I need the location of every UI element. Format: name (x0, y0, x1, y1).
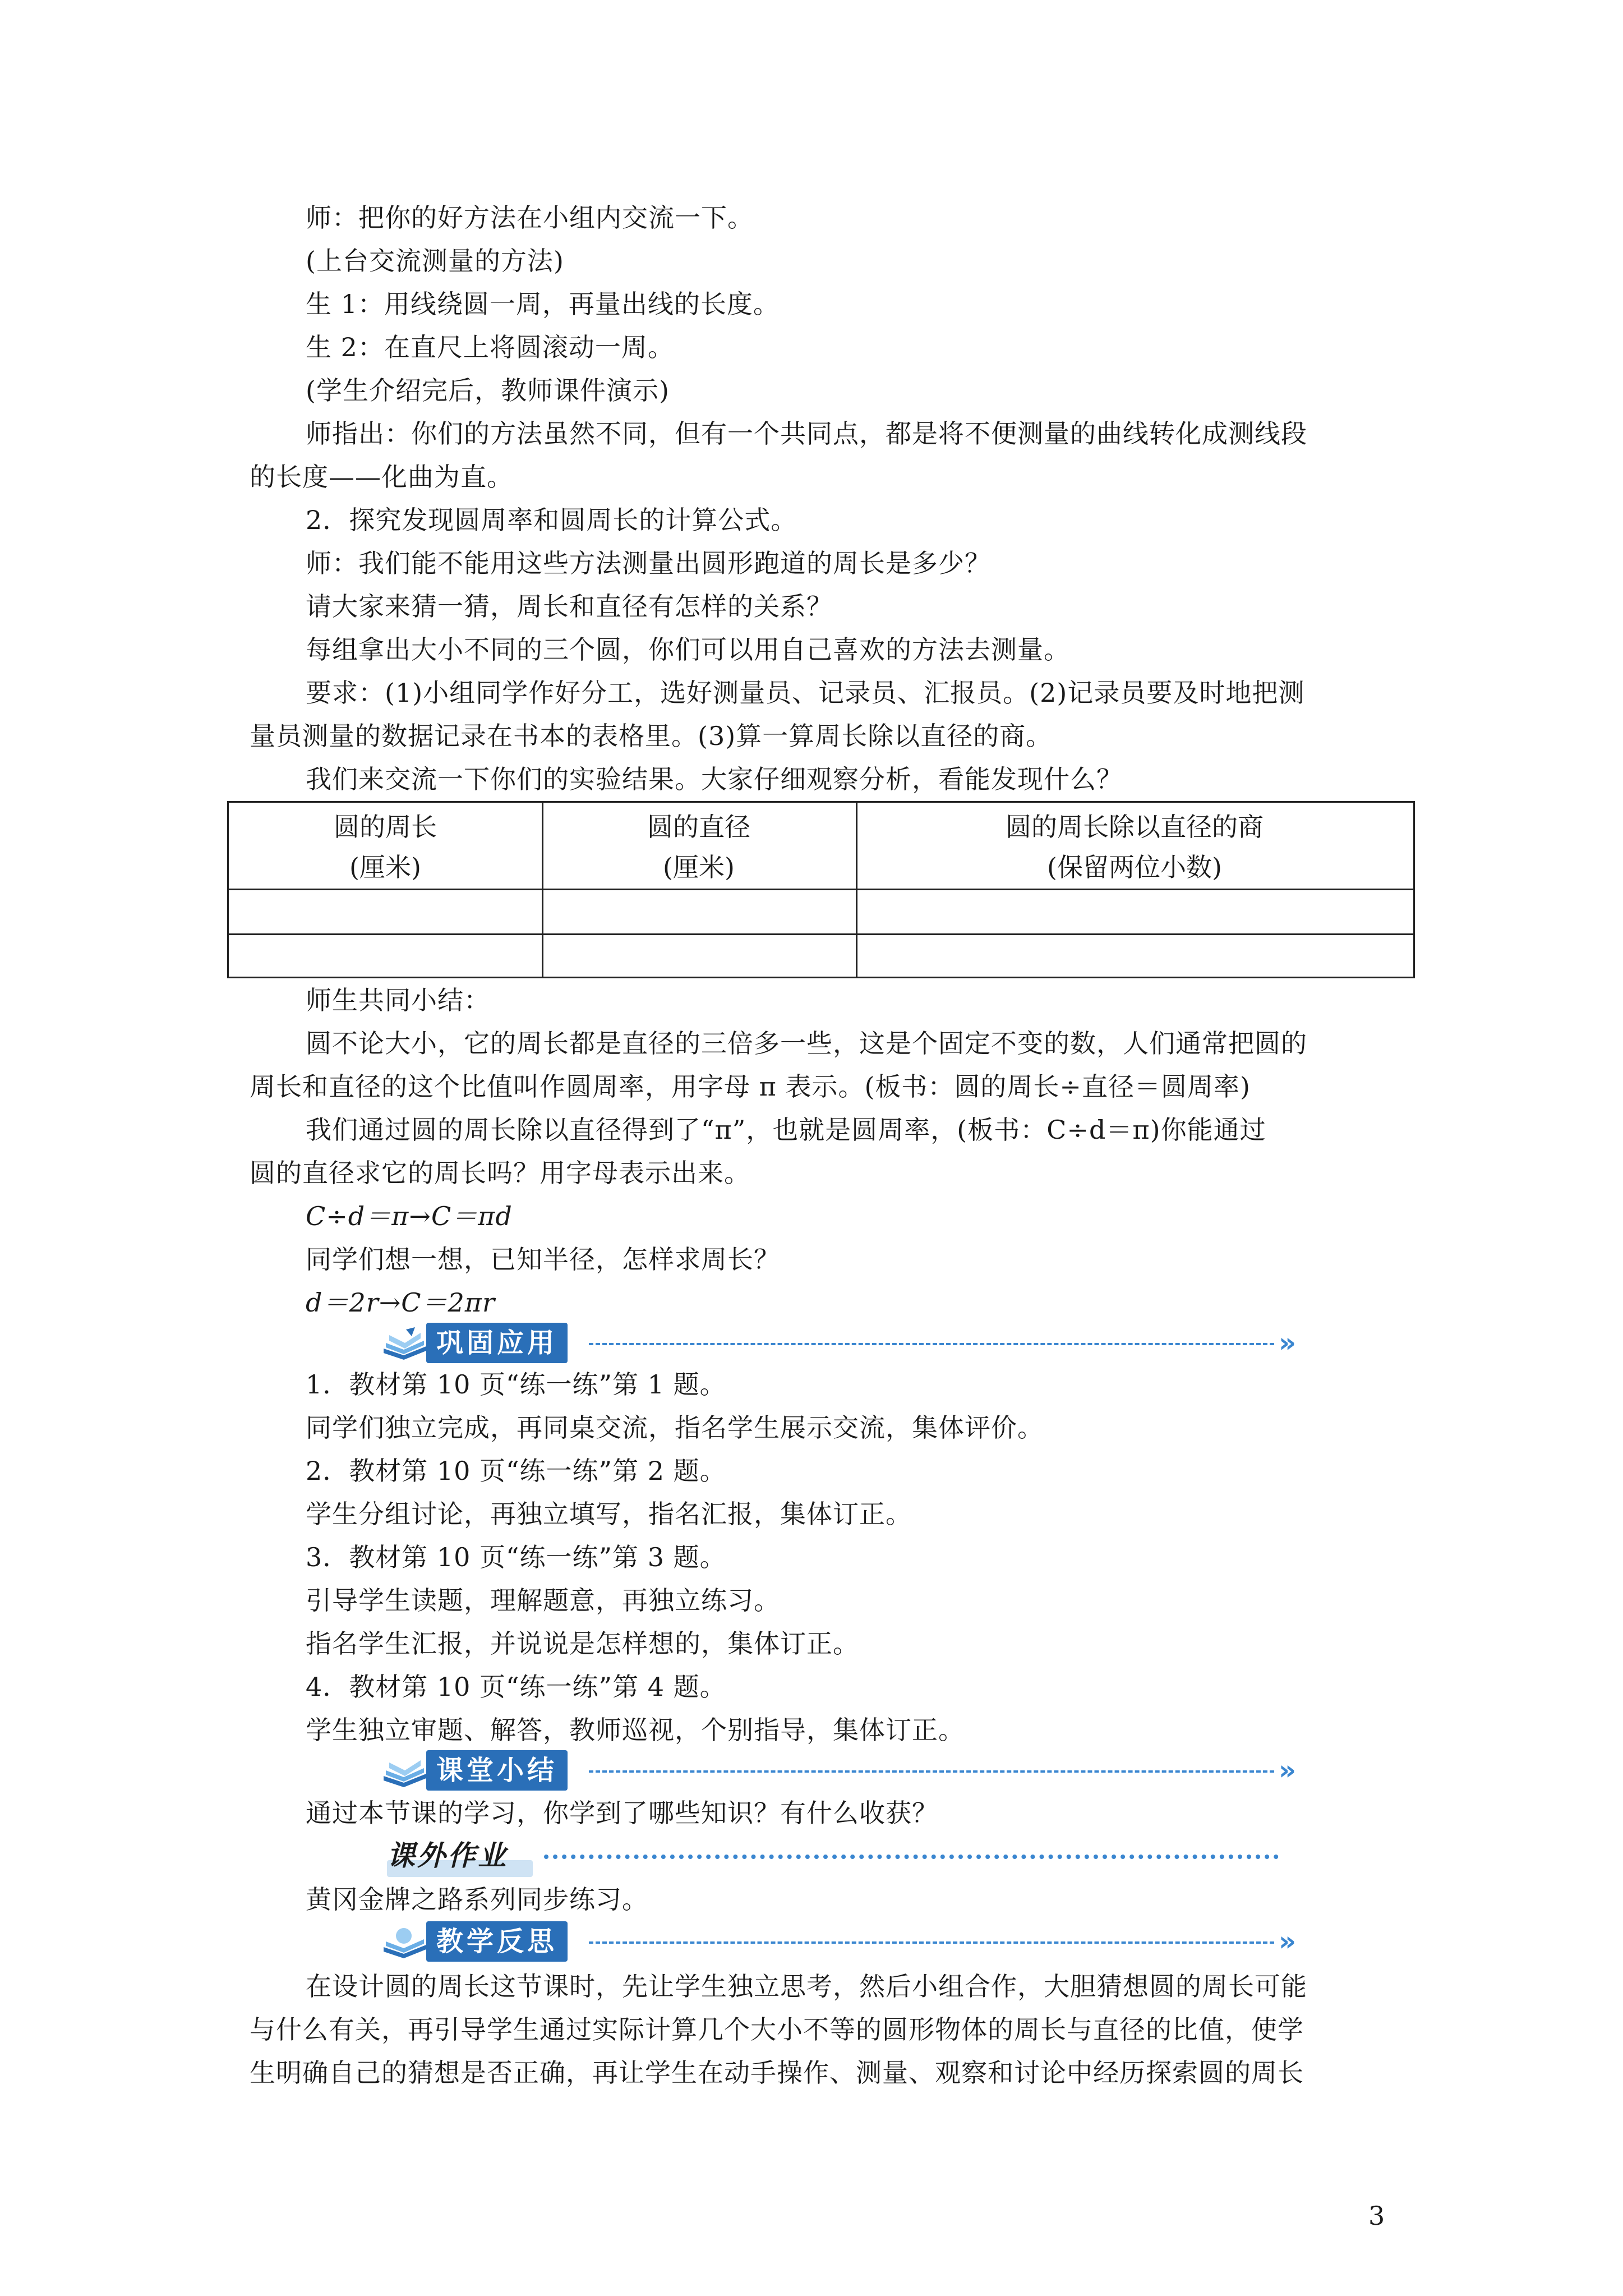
header-unit: (厘米) (663, 852, 735, 882)
table-header-cell (856, 805, 1413, 889)
double-arrow-icon: » (1279, 1926, 1297, 1957)
text-line: 量员测量的数据记录在书本的表格里。(3)算一算周长除以直径的商。 (250, 721, 1053, 751)
header-unit: (厘米) (349, 852, 421, 882)
book-icon (381, 1925, 428, 1959)
text-line: 师：把你的好方法在小组内交流一下。 (306, 203, 754, 233)
text-line: 的长度——化曲为直。 (250, 462, 513, 492)
text-line: 引导学生读题，理解题意，再独立练习。 (306, 1585, 780, 1616)
text-line: (上台交流测量的方法) (306, 246, 564, 276)
formula-line: C÷d＝π→C＝πd (306, 1201, 513, 1231)
text-line: 同学们想一想，已知半径，怎样求周长？ (306, 1244, 780, 1274)
text-line: 师指出：你们的方法虽然不同，但有一个共同点，都是将不便测量的曲线转化成测线段 (306, 418, 1307, 449)
text-line: 圆的直径求它的周长吗？用字母表示出来。 (250, 1158, 750, 1188)
header-unit: (保留两位小数) (1047, 852, 1222, 882)
book-icon (381, 1326, 428, 1361)
section-title: 课外作业 (387, 1839, 508, 1872)
text-line: 学生独立审题、解答，教师巡视，个别指导，集体订正。 (306, 1715, 965, 1745)
header-line: 圆的直径 (647, 812, 750, 842)
text-line: 同学们独立完成，再同桌交流，指名学生展示交流，集体评价。 (306, 1412, 1044, 1443)
double-arrow-icon: » (1279, 1755, 1297, 1786)
section-title: 教学反思 (426, 1921, 568, 1962)
text-line: 圆不论大小，它的周长都是直径的三倍多一些，这是个固定不变的数，人们通常把圆的 (306, 1028, 1307, 1059)
table-header-cell (229, 805, 542, 889)
text-line: 4．教材第 10 页“练一练”第 4 题。 (306, 1672, 726, 1702)
text-line: 师：我们能不能用这些方法测量出圆形跑道的周长是多少？ (306, 548, 991, 578)
table-header-cell (542, 805, 856, 889)
text-line: 2．探究发现圆周率和圆周长的计算公式。 (306, 505, 797, 535)
text-line: 在设计圆的周长这节课时，先让学生独立思考，然后小组合作，大胆猜想圆的周长可能 (306, 1971, 1307, 2001)
text-line: 通过本节课的学习，你学到了哪些知识？有什么收获？ (306, 1798, 938, 1828)
section-title: 课堂小结 (426, 1750, 568, 1791)
page-number: 3 (1368, 2201, 1385, 2231)
section-banner-consolidation (381, 1323, 1312, 1364)
book-icon (381, 1754, 428, 1788)
text-line: 学生分组讨论，再独立填写，指名汇报，集体订正。 (306, 1499, 912, 1529)
text-line: 请大家来猜一猜，周长和直径有怎样的关系？ (306, 591, 833, 622)
text-line: 每组拿出大小不同的三个圆，你们可以用自己喜欢的方法去测量。 (306, 634, 1070, 665)
text-line: 3．教材第 10 页“练一练”第 3 题。 (306, 1542, 726, 1572)
section-banner-homework (381, 1835, 1312, 1877)
text-line: 生 2：在直尺上将圆滚动一周。 (306, 332, 674, 362)
formula-line: d＝2r→C＝2πr (306, 1287, 495, 1318)
text-line: 要求：(1)小组同学作好分工，选好测量员、记录员、汇报员。(2)记录员要及时地把测 (306, 678, 1305, 708)
text-line: 我们来交流一下你们的实验结果。大家仔细观察分析，看能发现什么？ (306, 764, 1123, 794)
text-line: 生明确自己的猜想是否正确，再让学生在动手操作、测量、观察和讨论中经历探索圆的周长 (250, 2058, 1304, 2088)
text-line: 师生共同小结： (306, 985, 490, 1015)
text-line: 周长和直径的这个比值叫作圆周率，用字母 π 表示。(板书：圆的周长÷直径＝圆周率) (250, 1071, 1251, 1102)
text-line: 我们通过圆的周长除以直径得到了“π”，也就是圆周率，(板书：C÷d＝π)你能通过 (306, 1115, 1266, 1145)
text-line: 1．教材第 10 页“练一练”第 1 题。 (306, 1369, 726, 1400)
measurement-table (227, 801, 1415, 978)
text-line: 黄冈金牌之路系列同步练习。 (306, 1884, 648, 1915)
header-line: 圆的周长 (334, 812, 437, 842)
text-line: (学生介绍完后，教师课件演示) (306, 375, 670, 406)
text-line: 与什么有关，再引导学生通过实际计算几个大小不等的圆形物体的周长与直径的比值，使学 (250, 2014, 1304, 2045)
header-line: 圆的周长除以直径的商 (1006, 812, 1264, 842)
text-line: 2．教材第 10 页“练一练”第 2 题。 (306, 1456, 726, 1486)
text-line: 指名学生汇报，并说说是怎样想的，集体订正。 (306, 1628, 859, 1659)
section-title: 巩固应用 (426, 1323, 568, 1363)
text-line: 生 1：用线绕圆一周，再量出线的长度。 (306, 289, 780, 319)
section-banner-summary (381, 1750, 1312, 1792)
section-banner-reflection (381, 1921, 1312, 1963)
double-arrow-icon: » (1279, 1327, 1297, 1359)
